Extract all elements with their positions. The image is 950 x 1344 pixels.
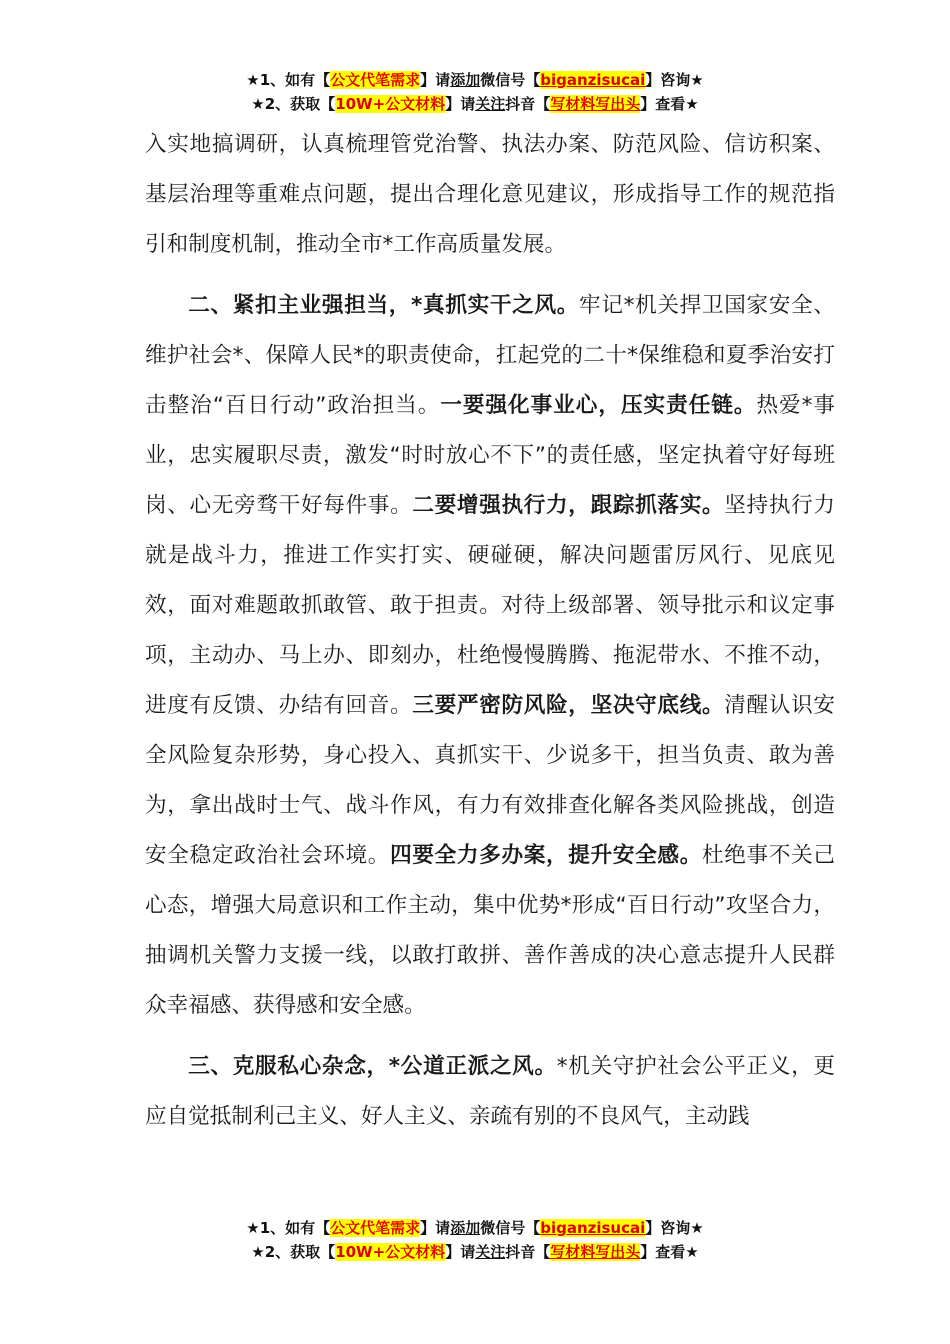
paragraph-gap — [145, 1031, 835, 1042]
bold-point: 一要强化事业心，压实责任链。 — [440, 393, 757, 418]
banner-text: ★1、如有【 — [246, 71, 331, 89]
paragraph-text: 清醒认识安全风险复杂形势，身心投入、真抓实干、少说多干，担当负责、敢为善为，拿出战时士气、战斗作风，有力有效排查化解各类风险挑战，创造安全稳定政治社会环境。 — [145, 693, 835, 868]
banner-text: 】查看★ — [640, 1243, 699, 1261]
banner-underlined-text: 关注 — [475, 1243, 506, 1261]
banner-highlight: 写材料写出头 — [550, 95, 641, 113]
section-heading: 二、紧扣主业强担当，*真抓实干之风。 — [188, 293, 580, 318]
section-heading: 三、克服私心杂念，*公道正派之风。 — [188, 1054, 557, 1079]
banner-underlined-text: 添加 — [450, 1219, 481, 1237]
paragraph-text: 坚持执行力就是战斗力，推进工作实打实、硬碰硬，解决问题雷厉风行、见底见效，面对难题敢抓敢管、敢于担责。对待上级部署、领导批示和议定事项，主动办、马上办、即刻办，杜绝慢慢腾腾、拖泥带水、不推不动，进度有反馈、办结有回音。 — [145, 493, 835, 718]
paragraph-1 — [145, 120, 835, 270]
banner-line-1 — [0, 1216, 950, 1240]
banner-text: ★2、获取【 — [251, 95, 336, 113]
banner-text: ★1、如有【 — [246, 1219, 331, 1237]
paragraph-text: 牢记*机关捍卫国家安全、维护社会*、保障人民*的职责使命，扛起党的二十*保维稳和夏季治安打击整治“百日行动”政治担当。 — [145, 293, 835, 418]
document-body — [145, 120, 835, 1142]
bold-point: 四要全力多办案，提升安全感。 — [390, 843, 702, 868]
banner-line-2 — [0, 1240, 950, 1264]
paragraph-2 — [145, 281, 835, 1031]
banner-text: 】查看★ — [640, 95, 699, 113]
banner-underlined-text: 关注 — [475, 95, 506, 113]
banner-highlight: 10W+公文材料 — [335, 1243, 446, 1261]
banner-text: 】请 — [445, 1243, 476, 1261]
banner-text: 微信号【 — [480, 1219, 541, 1237]
banner-highlight: biganzisucai — [540, 1219, 646, 1237]
banner-text: 抖音【 — [505, 95, 551, 113]
paragraph-gap — [145, 270, 835, 281]
banner-highlight: biganzisucai — [540, 71, 646, 89]
banner-highlight: 公文代笔需求 — [330, 1219, 421, 1237]
banner-text: 抖音【 — [505, 1243, 551, 1261]
bold-point: 三要严密防风险，坚决守底线。 — [412, 693, 725, 718]
banner-line-1 — [0, 68, 950, 92]
banner-text: 】咨询★ — [645, 71, 704, 89]
banner-text: 】请 — [445, 95, 476, 113]
banner-text: 微信号【 — [480, 71, 541, 89]
bold-point: 二要增强执行力，跟踪抓落实。 — [412, 493, 725, 518]
banner-text: ★2、获取【 — [251, 1243, 336, 1261]
banner-text: 】请 — [420, 71, 451, 89]
banner-text: 】请 — [420, 1219, 451, 1237]
header-banner — [0, 68, 950, 116]
banner-highlight: 写材料写出头 — [550, 1243, 641, 1261]
banner-underlined-text: 添加 — [450, 71, 481, 89]
paragraph-3 — [145, 1042, 835, 1142]
banner-text: 】咨询★ — [645, 1219, 704, 1237]
paragraph-text: *机关守护社会公平正义，更应自觉抵制利己主义、好人主义、亲疏有别的不良风气，主动践 — [145, 1054, 835, 1129]
banner-highlight: 公文代笔需求 — [330, 71, 421, 89]
banner-highlight: 10W+公文材料 — [335, 95, 446, 113]
paragraph-text: 热爱*事业，忠实履职尽责，激发“时时放心不下”的责任感，坚定执着守好每班岗、心无旁骛干好每件事。 — [145, 393, 835, 518]
footer-banner — [0, 1216, 950, 1264]
paragraph-text: 入实地搞调研，认真梳理管党治警、执法办案、防范风险、信访积案、基层治理等重难点问题，提出合理化意见建议，形成指导工作的规范指引和制度机制，推动全市*工作高质量发展。 — [145, 132, 835, 257]
paragraph-text: 杜绝事不关己心态，增强大局意识和工作主动，集中优势*形成“百日行动”攻坚合力，抽调机关警力支援一线，以敢打敢拼、善作善成的决心意志提升人民群众幸福感、获得感和安全感。 — [145, 843, 835, 1018]
banner-line-2 — [0, 92, 950, 116]
